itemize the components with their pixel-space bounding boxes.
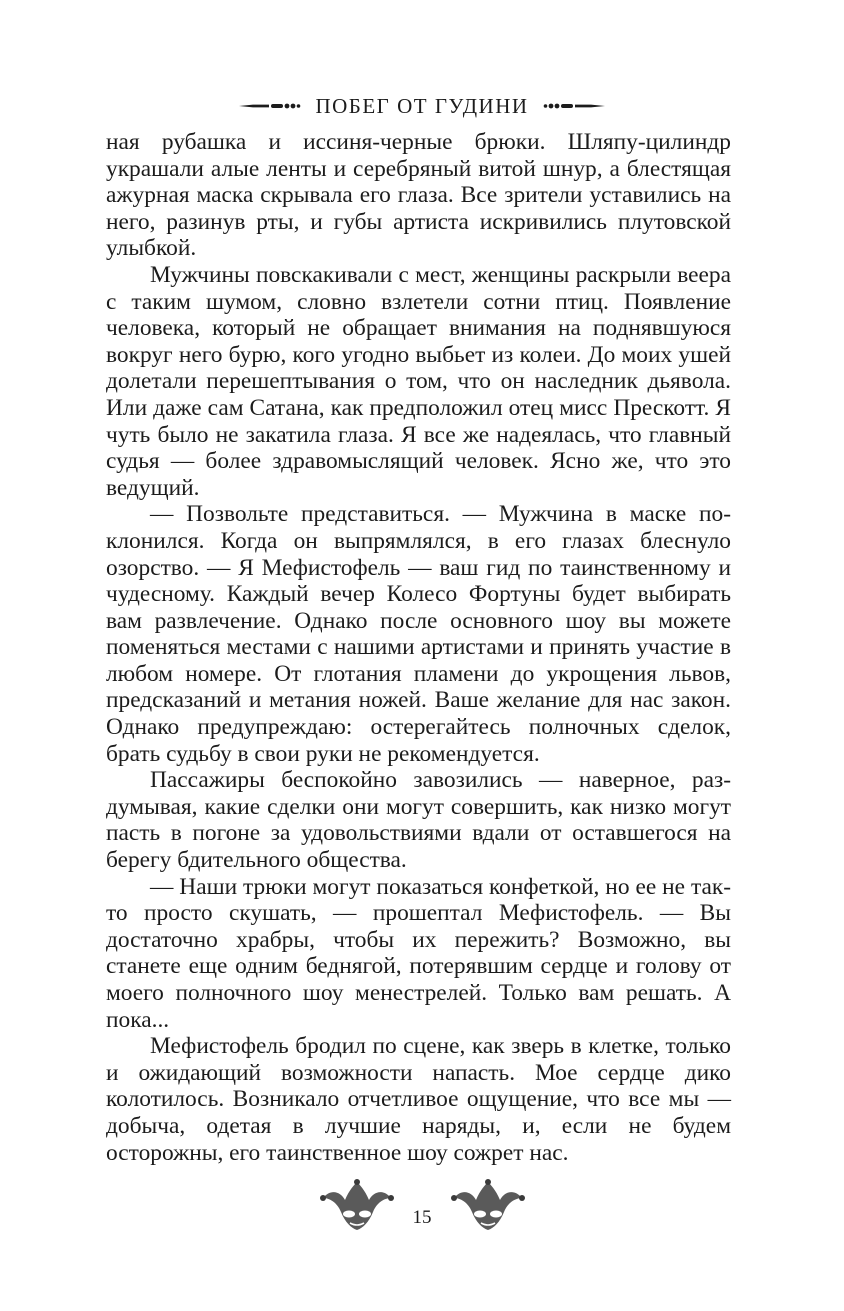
jester-mask-left-icon: [319, 1178, 395, 1236]
body-text: [106, 129, 731, 1166]
jester-mask-right-icon: [450, 1178, 526, 1236]
paragraph-3: — Позвольте представиться. — Мужчина в маске поклонился. Когда он выпрямлялся, в его глазах блеснуло озорство. — Я Мефистофель — ваш гид по таинственному и чудесному. Каждый вечер Колесо Фортуны будет выбирать вам развлечение. Однако после основного шоу вы можете поменяться местами с нашими артистами и принять участие в любом номере. От глотания пламени до укрощения львов, предсказаний и метания ножей. Ваше желание для нас закон. Однако предупреждаю: остерегайтесь полночных сделок, брать судьбу в свои руки не рекомендуется.: [106, 501, 731, 767]
ornament-right-icon: [543, 100, 605, 112]
paragraph-1: ная рубашка и иссиня-черные брюки. Шляпу-цилиндр украшали алые ленты и серебряный витой шнур, а блестящая ажурная маска скрывала его глаза. Все зрители уставились на него, разинув рты, и губы артиста искривились плутовской улыбкой.: [106, 129, 731, 262]
paragraph-4: Пассажиры беспокойно завозились — наверное, раздумывая, какие сделки они могут совершить, как низко могут пасть в погоне за удовольствиями вдали от оставшегося на берегу бдительного общества.: [106, 767, 731, 874]
book-title: ПОБЕГ ОТ ГУДИНИ: [315, 94, 529, 118]
page-footer: [0, 1172, 844, 1242]
paragraph-5: — Наши трюки могут показаться конфеткой, но ее не так-то просто скушать, — прошептал Мефистофель. — Вы достаточно храбры, чтобы их пережить? Возможно, вы станете еще одним беднягой, потерявшим сердце и голову от моего полночного шоу менестрелей. Только вам решать. А пока...: [106, 873, 731, 1033]
page-number: 15: [412, 1207, 432, 1228]
ornament-left-icon: [239, 100, 301, 112]
paragraph-2: Мужчины повскакивали с мест, женщины раскрыли веера с таким шумом, словно взлетели сотни птиц. Появление человека, который не обращает внимания на поднявшуюся вокруг него бурю, кого угодно выбьет из колеи. До моих ушей долетали перешептывания о том, что он наследник дьявола. Или даже сам Сатана, как предположил отец мисс Прескотт. Я чуть было не закатила глаза. Я все же надеялась, что главный судья — более здравомыслящий человек. Ясно же, что это ведущий.: [106, 261, 731, 501]
paragraph-6: Мефистофель бродил по сцене, как зверь в клетке, только и ожидающий возможности напасть. Мое сердце дико колотилось. Возникало отчетливое ощущение, что все мы — добыча, одетая в лучшие наряды, и, если не будем осторожны, его таинственное шоу сожрет нас.: [106, 1033, 731, 1166]
running-header: [0, 93, 844, 119]
